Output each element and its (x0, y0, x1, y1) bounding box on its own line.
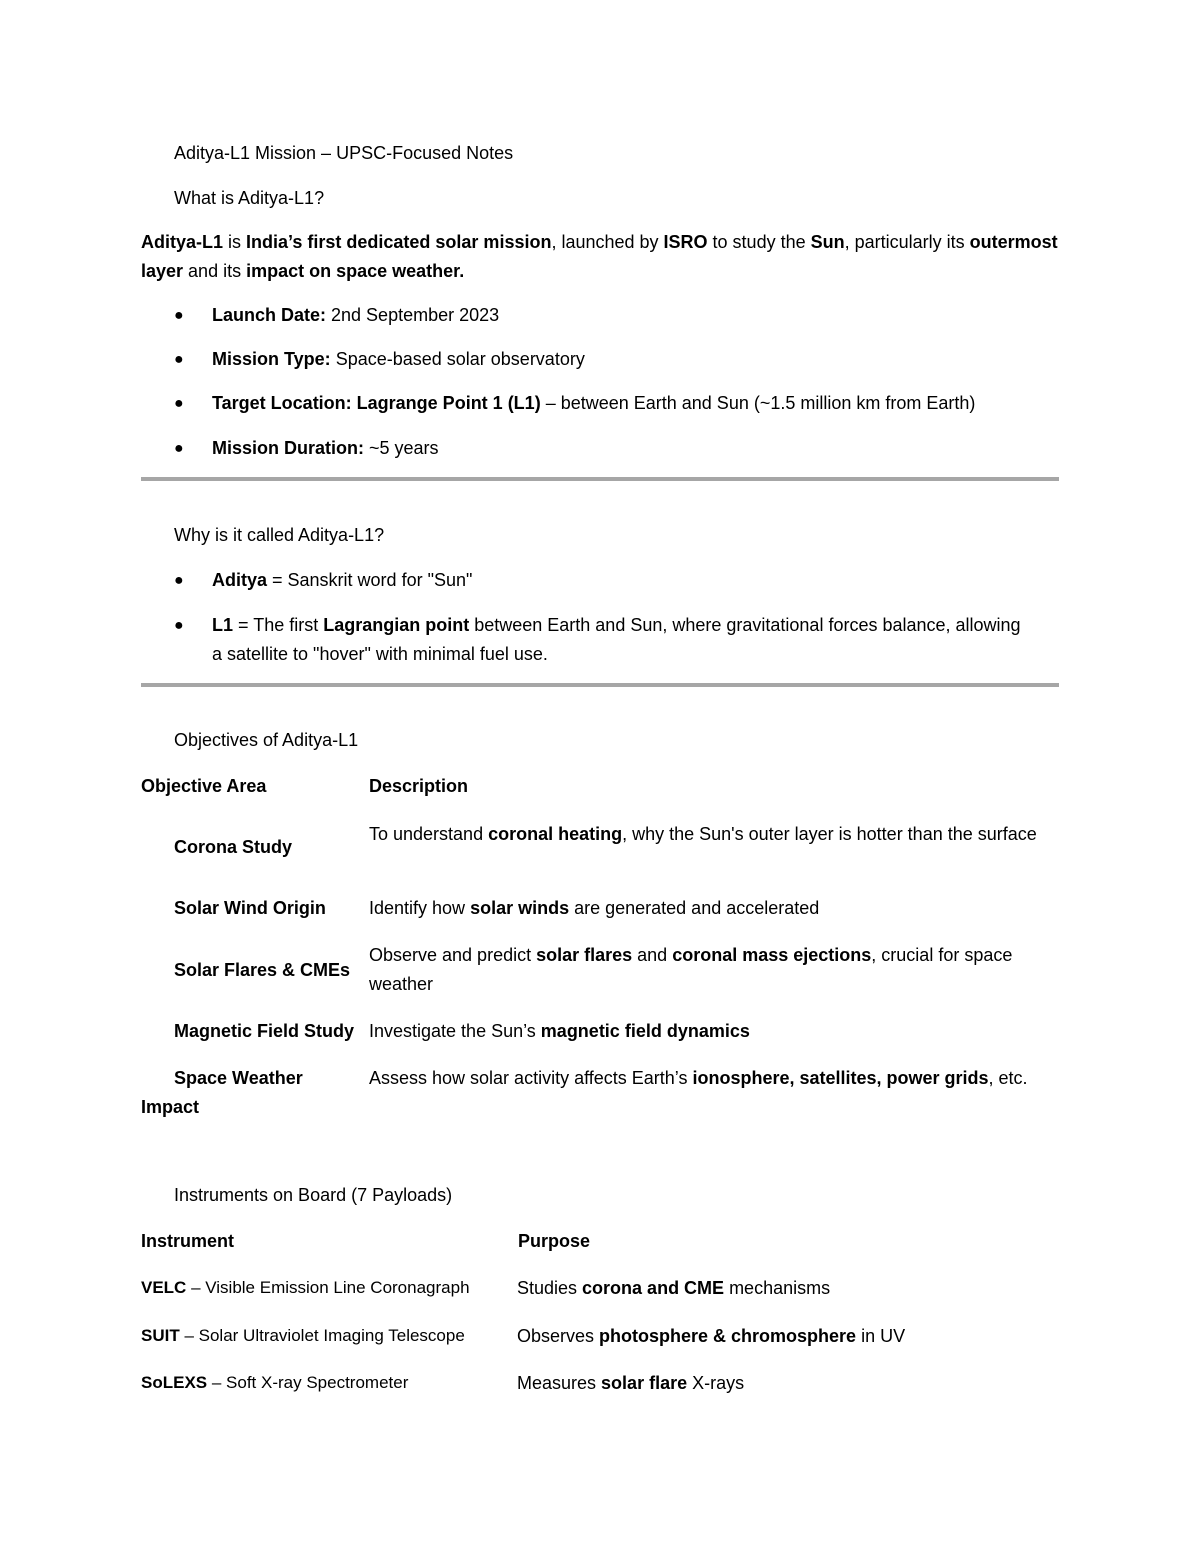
purpose-text: X-rays (687, 1373, 745, 1393)
section-heading-why-called: Why is it called Aditya-L1? (174, 525, 385, 545)
desc-bold: coronal heating (488, 824, 623, 844)
instrument-fullname: – Solar Ultraviolet Imaging Telescope (179, 1326, 465, 1345)
bullet-icon: ● (174, 351, 184, 368)
section-heading-objectives: Objectives of Aditya-L1 (174, 730, 359, 750)
desc-text: Assess how solar activity affects Earth’s (369, 1068, 693, 1088)
desc-text: Identify how (369, 898, 471, 918)
objective-desc-flares (369, 941, 1059, 999)
item-value: 2nd September 2023 (326, 305, 500, 325)
bullet-icon: ● (174, 572, 184, 589)
objective-desc-corona (369, 820, 1059, 849)
intro-paragraph (141, 228, 1061, 286)
instrument-suit (141, 1326, 465, 1346)
document-title: Aditya-L1 Mission – UPSC-Focused Notes (174, 143, 514, 163)
item-label: Launch Date: (212, 305, 327, 325)
item-label: Aditya (212, 570, 268, 590)
intro-term: Aditya-L1 (141, 232, 224, 252)
item-value: between Earth and Sun, where gravitational forces balance, allowing a satellite to "hover" with minimal fuel use. (212, 615, 1021, 664)
intro-bold: India’s first dedicated solar mission (246, 232, 552, 252)
intro-text: to study the (707, 232, 811, 252)
item-label: L1 (212, 615, 234, 635)
instrument-velc (141, 1278, 470, 1298)
purpose-bold: photosphere & chromosphere (599, 1326, 857, 1346)
list-item-target-location (212, 393, 975, 414)
intro-bold: impact on space weather (246, 261, 460, 281)
bullet-icon: ● (174, 307, 184, 324)
section-heading-what-is: What is Aditya-L1? (174, 188, 325, 208)
bullet-icon: ● (174, 617, 184, 634)
intro-bold: Sun (810, 232, 845, 252)
instrument-purpose-velc (517, 1278, 830, 1299)
intro-bold: outermost layer (141, 232, 1058, 281)
objective-area-flares: Solar Flares & CMEs (174, 960, 351, 980)
horizontal-divider (141, 477, 1059, 481)
section-heading-instruments: Instruments on Board (7 Payloads) (174, 1185, 453, 1205)
desc-text: , why the Sun's outer layer is hotter than the surface (622, 824, 1037, 844)
objective-area-corona: Corona Study (174, 837, 293, 857)
objective-desc-magnetic (369, 1021, 750, 1042)
objectives-col-header-description: Description (369, 776, 469, 796)
desc-bold: magnetic field dynamics (540, 1021, 750, 1041)
desc-text: To understand (369, 824, 489, 844)
item-label: Mission Duration: (212, 438, 364, 458)
intro-text: and its (183, 261, 247, 281)
objective-area-space-weather: Space Weather Impact (141, 1068, 303, 1117)
list-item-mission-type (212, 349, 585, 370)
item-value: Space-based solar observatory (330, 349, 585, 369)
item-value: = The first (233, 615, 324, 635)
desc-text: are generated and accelerated (569, 898, 820, 918)
instrument-name: VELC (141, 1278, 187, 1297)
objective-desc-space-weather (369, 1064, 1059, 1093)
bullet-icon: ● (174, 440, 184, 457)
instruments-col-header-instrument: Instrument (141, 1231, 235, 1251)
instrument-name: SUIT (141, 1326, 180, 1345)
desc-bold: solar flares (536, 945, 633, 965)
item-label: Target Location: Lagrange Point 1 (L1) (212, 393, 541, 413)
item-value: ~5 years (364, 438, 439, 458)
intro-text: , launched by (551, 232, 664, 252)
bullet-icon: ● (174, 395, 184, 412)
item-bold: Lagrangian point (323, 615, 470, 635)
instrument-fullname: – Soft X-ray Spectrometer (207, 1373, 409, 1392)
purpose-bold: corona and CME (582, 1278, 725, 1298)
objective-area-solar-wind: Solar Wind Origin (174, 898, 326, 918)
desc-text: , etc. (988, 1068, 1028, 1088)
instrument-name: SoLEXS (141, 1373, 208, 1392)
desc-bold: solar winds (470, 898, 570, 918)
purpose-text: Studies (517, 1278, 583, 1298)
objectives-col-header-area: Objective Area (141, 776, 267, 796)
purpose-text: mechanisms (724, 1278, 831, 1298)
item-value: = Sanskrit word for "Sun" (267, 570, 473, 590)
purpose-bold: solar flare (601, 1373, 688, 1393)
desc-bold: coronal mass ejections (672, 945, 872, 965)
list-item-mission-duration (212, 438, 439, 459)
desc-text: , crucial for space weather (369, 945, 1013, 994)
purpose-text: in UV (856, 1326, 906, 1346)
purpose-text: Observes (517, 1326, 600, 1346)
instrument-solexs (141, 1373, 408, 1393)
item-value: – between Earth and Sun (~1.5 million km from Earth) (540, 393, 976, 413)
intro-text: , particularly its (844, 232, 970, 252)
desc-text: and (632, 945, 673, 965)
list-item-launch-date (212, 305, 499, 326)
instrument-purpose-solexs (517, 1373, 744, 1394)
horizontal-divider (141, 683, 1059, 687)
objective-area-magnetic: Magnetic Field Study (174, 1021, 355, 1041)
objective-desc-solar-wind (369, 898, 819, 919)
purpose-text: Measures (517, 1373, 602, 1393)
intro-bold: ISRO (663, 232, 708, 252)
intro-text: is (223, 232, 247, 252)
list-item-l1 (212, 611, 1032, 669)
item-label: Mission Type: (212, 349, 331, 369)
desc-text: Investigate the Sun’s (369, 1021, 541, 1041)
instruments-col-header-purpose: Purpose (518, 1231, 591, 1251)
list-item-aditya (212, 570, 472, 591)
instrument-fullname: – Visible Emission Line Coronagraph (186, 1278, 470, 1297)
desc-text: Observe and predict (369, 945, 537, 965)
instrument-purpose-suit (517, 1326, 905, 1347)
desc-bold: ionosphere, satellites, power grids (692, 1068, 989, 1088)
intro-text: . (459, 261, 465, 281)
